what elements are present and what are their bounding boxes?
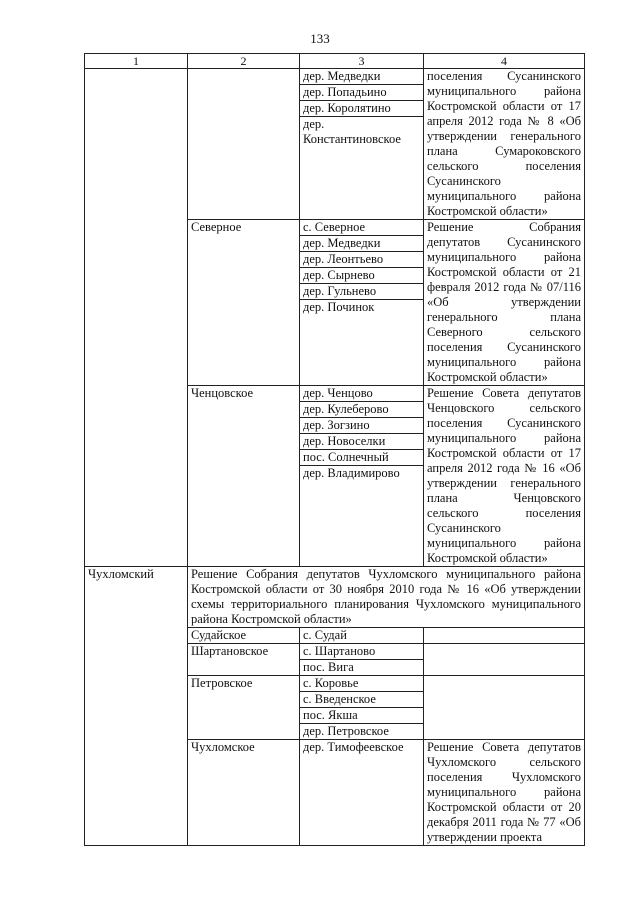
settlement-cell: Чухломское — [188, 740, 300, 846]
village-item: дер. Починок — [303, 300, 375, 314]
village-item: дер. Ченцово — [300, 386, 423, 402]
villages-cell — [300, 69, 424, 220]
table-row — [85, 567, 585, 628]
village-item: дер. Кулеберово — [300, 402, 423, 418]
village-item: с. Судай — [300, 628, 424, 644]
page-number: 133 — [310, 31, 330, 46]
village-item: пос. Якша — [300, 708, 423, 724]
village-item: дер. Медведки — [300, 236, 423, 252]
village-item: дер. Петровское — [303, 724, 389, 738]
village-item: с. Северное — [300, 220, 423, 236]
villages-cell — [300, 676, 424, 740]
header-col-2: 2 — [188, 54, 300, 69]
header-col-1: 1 — [85, 54, 188, 69]
village-item: с. Коровье — [300, 676, 423, 692]
village-item: пос. Вига — [303, 660, 354, 674]
decision-cell: Решение Совета депутатов Ченцовского сельского поселения Сусанинского муниципального района Костромской области от 17 апреля 2012 года № 16 «Об утверждении генерального плана Ченцовского сельского поселения Сусанинского муниципального района Костромской области» — [424, 386, 585, 567]
village-item: с. Шартаново — [300, 644, 423, 660]
village-item: дер. Гульнево — [300, 284, 423, 300]
header-col-3: 3 — [300, 54, 424, 69]
settlements-table — [84, 53, 585, 846]
table-row — [85, 69, 585, 220]
village-item: дер. Новоселки — [300, 434, 423, 450]
settlement-cell: Судайское — [188, 628, 300, 644]
villages-cell — [300, 386, 424, 567]
villages-cell — [300, 644, 424, 676]
district-cell: Чухломский — [85, 567, 188, 846]
village-item: пос. Солнечный — [300, 450, 423, 466]
settlement-cell: Шартановское — [188, 644, 300, 676]
village-item: дер. Константиновское — [303, 117, 401, 146]
decision-cell: Решение Совета депутатов Чухломского сельского поселения Чухломского муниципального района Костромской области от 20 декабря 2011 года № 77 «Об утверждении проекта — [424, 740, 585, 846]
village-item: дер. Леонтьево — [300, 252, 423, 268]
village-item: с. Введенское — [300, 692, 423, 708]
district-cell — [85, 69, 188, 567]
village-item: дер. Медведки — [300, 69, 423, 85]
decision-cell: поселения Сусанинского муниципального района Костромской области от 17 апреля 2012 года № 8 «Об утверждении генерального плана Сумароковского сельского поселения Сусанинского муниципального района Костромской области» — [424, 69, 585, 220]
village-item: дер. Зогзино — [300, 418, 423, 434]
header-col-4: 4 — [424, 54, 585, 69]
village-item: дер. Попадьино — [300, 85, 423, 101]
decision-cell — [424, 628, 585, 644]
settlement-cell: Северное — [188, 220, 300, 386]
village-item: дер. Королятино — [300, 101, 423, 117]
settlement-cell: Ченцовское — [188, 386, 300, 567]
villages-cell — [300, 220, 424, 386]
village-item: дер. Сырнево — [300, 268, 423, 284]
decision-cell: Решение Собрания депутатов Сусанинского муниципального района Костромской области от 21 февраля 2012 года № 07/116 «Об утверждении генерального плана Северного сельского поселения Сусанинского муниципального района Костромской области» — [424, 220, 585, 386]
decision-cell — [424, 676, 585, 740]
village-item: дер. Тимофеевское — [300, 740, 424, 846]
district-decision-cell: Решение Собрания депутатов Чухломского муниципального района Костромской области от 30 ноября 2010 года № 16 «Об утверждении схемы территориального планирования Чухломского муниципального района Костромской области» — [188, 567, 585, 628]
village-item: дер. Владимирово — [303, 466, 400, 480]
decision-cell — [424, 644, 585, 676]
settlement-cell — [188, 69, 300, 220]
settlement-cell: Петровское — [188, 676, 300, 740]
table-header-row — [85, 54, 585, 69]
